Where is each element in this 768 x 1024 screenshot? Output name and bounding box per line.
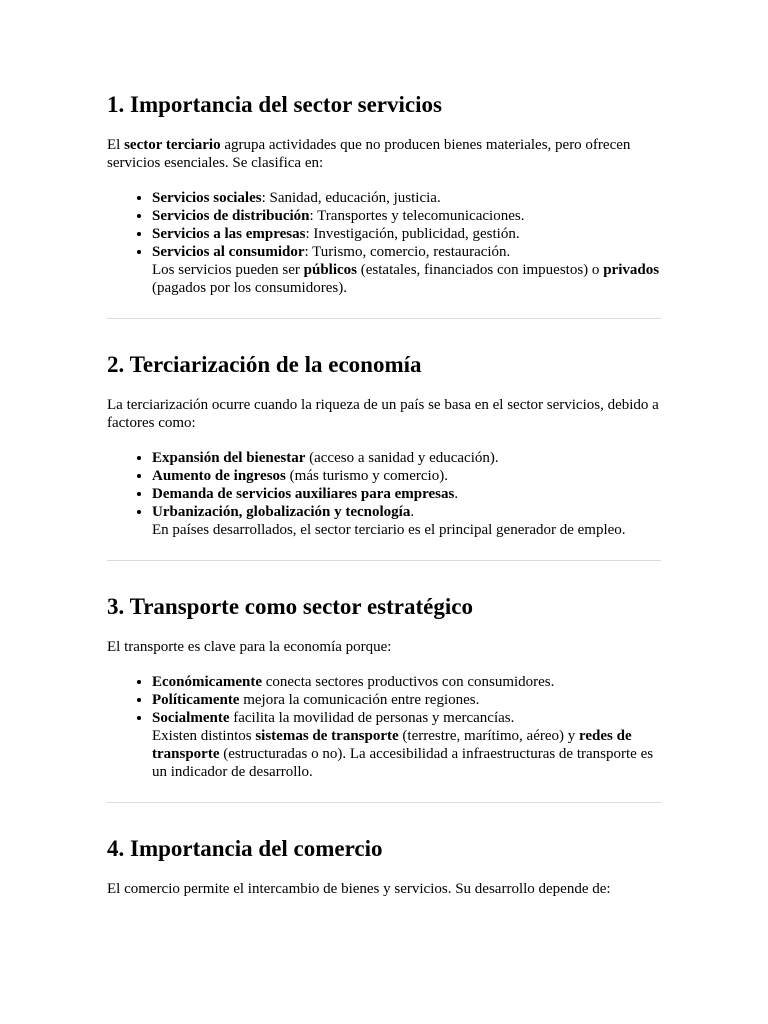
section-2-tail: En países desarrollados, el sector terciario es el principal generador de empleo.	[152, 522, 626, 538]
section-3-list	[107, 673, 661, 781]
section-3-tail: Existen distintos sistemas de transporte (terrestre, marítimo, aéreo) y redes de transporte (estructuradas o no). La accesibilidad a infraestructuras de transporte es un indicador de desarrollo.	[152, 728, 654, 780]
section-divider	[107, 318, 661, 319]
list-item: • Socialmente facilita la movilidad de personas y mercancías. Existen distintos sistemas de transporte (terrestre, marítimo, aéreo) y redes de transporte (estructuradas o no). La accesibilidad a infraestructuras de transporte es un indicador de desarrollo.	[152, 709, 661, 781]
list-item: • Servicios a las empresas: Investigación, publicidad, gestión.	[152, 225, 661, 243]
section-3-intro: El transporte es clave para la economía porque:	[107, 639, 392, 655]
section-divider	[107, 802, 661, 803]
section-1-title: 1. Importancia del sector servicios	[107, 92, 442, 117]
list-item: • Servicios sociales: Sanidad, educación, justicia.	[152, 189, 661, 207]
section-1-list	[107, 189, 661, 297]
section-1-intro: El sector terciario agrupa actividades que no producen bienes materiales, pero ofrecen servicios esenciales. Se clasifica en:	[107, 137, 631, 171]
list-item: • Servicios de distribución: Transportes y telecomunicaciones.	[152, 207, 661, 225]
section-divider	[107, 560, 661, 561]
section-3-title: 3. Transporte como sector estratégico	[107, 594, 473, 619]
list-item: • Expansión del bienestar (acceso a sanidad y educación).	[152, 449, 661, 467]
section-2-intro: La terciarización ocurre cuando la riqueza de un país se basa en el sector servicios, debido a factores como:	[107, 397, 659, 431]
list-item: • Económicamente conecta sectores productivos con consumidores.	[152, 673, 661, 691]
list-item: • Demanda de servicios auxiliares para empresas.	[152, 485, 661, 503]
section-2-list	[107, 449, 661, 539]
section-1-tail: Los servicios pueden ser públicos (estatales, financiados con impuestos) o privados (pagados por los consumidores).	[152, 262, 660, 296]
list-item: • Políticamente mejora la comunicación entre regiones.	[152, 691, 661, 709]
list-item: • Urbanización, globalización y tecnología. En países desarrollados, el sector terciario es el principal generador de empleo.	[152, 503, 661, 539]
section-4-intro: El comercio permite el intercambio de bienes y servicios. Su desarrollo depende de:	[107, 881, 611, 897]
list-item: • Aumento de ingresos (más turismo y comercio).	[152, 467, 661, 485]
list-item: • Servicios al consumidor: Turismo, comercio, restauración. Los servicios pueden ser públicos (estatales, financiados con impuestos) o privados (pagados por los consumidores).	[152, 243, 661, 297]
section-4-title: 4. Importancia del comercio	[107, 836, 383, 861]
section-2-title: 2. Terciarización de la economía	[107, 352, 422, 377]
